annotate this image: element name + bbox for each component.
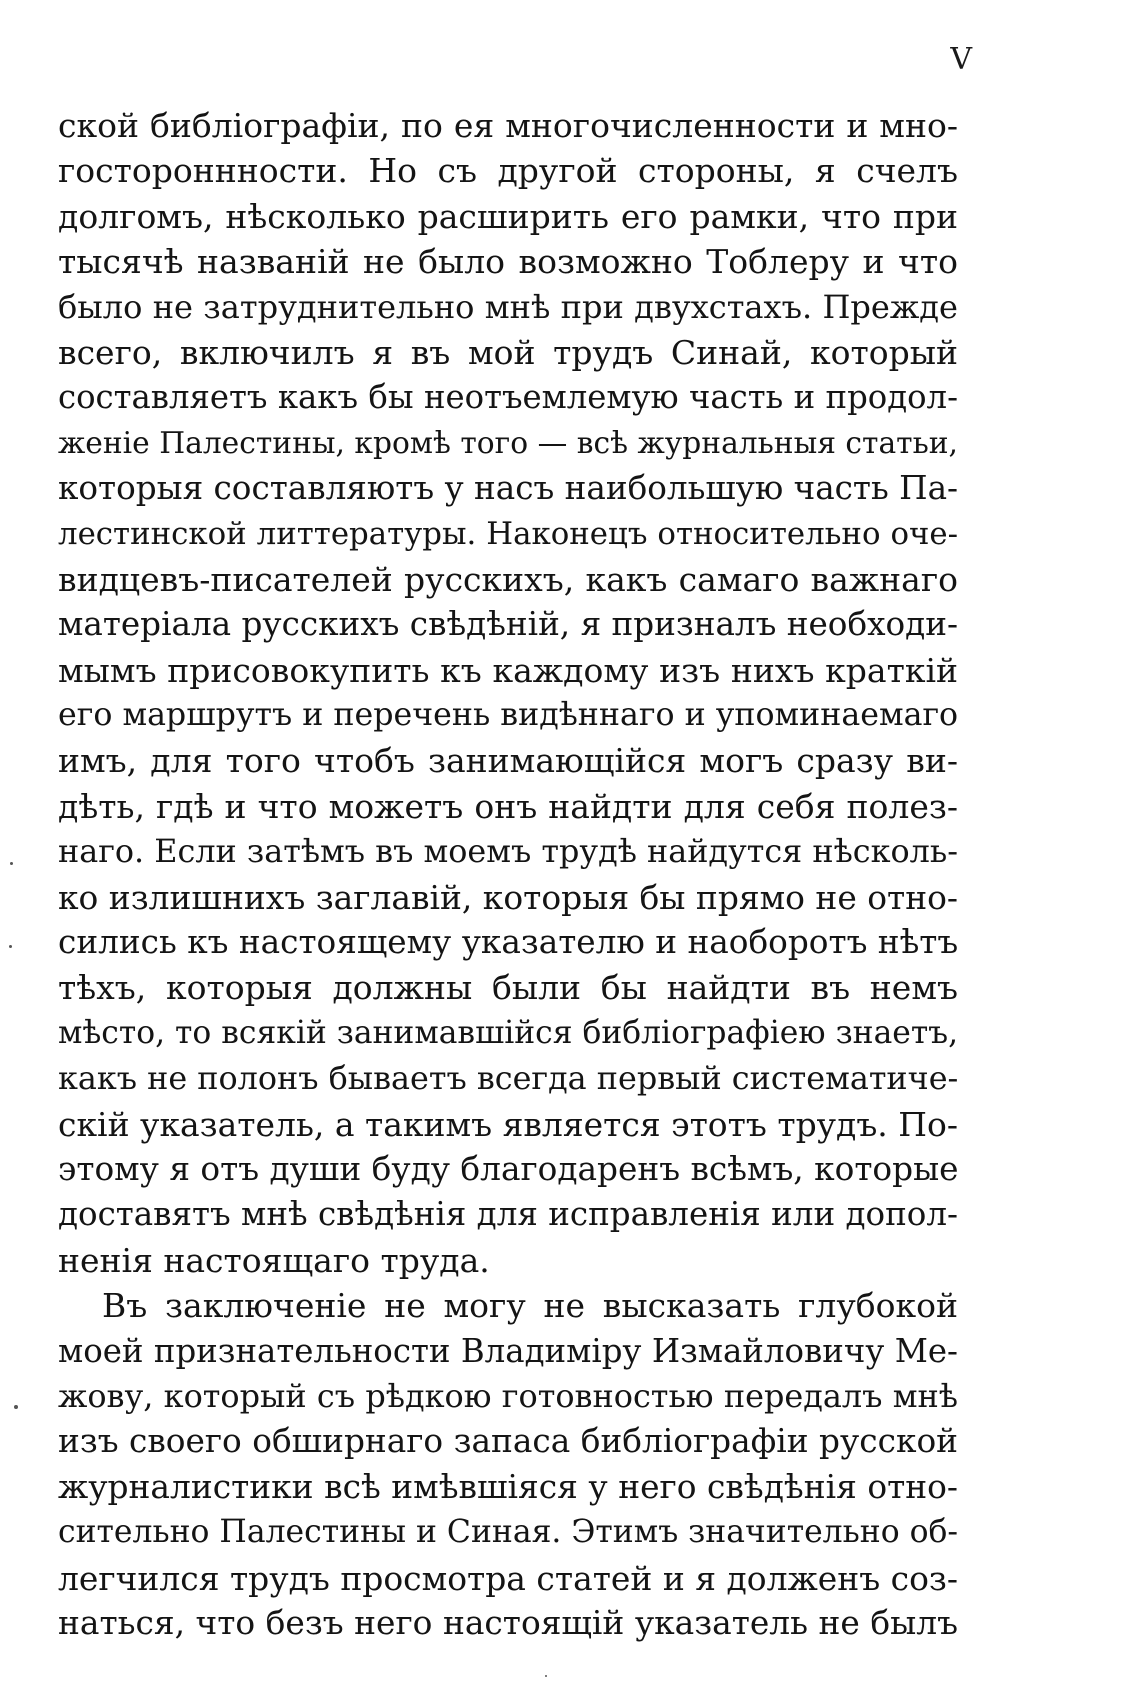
text-line: имъ, для того чтобъ занимающійся могъ сразу ви- <box>58 741 958 781</box>
text-line: скій указатель, а такимъ является этотъ трудъ. По- <box>58 1104 958 1144</box>
text-line: наго. Если затѣмъ въ моемъ трудѣ найдутся нѣсколь- <box>58 832 958 871</box>
text-line: доставятъ мнѣ свѣдѣнія для исправленія или допол- <box>58 1195 958 1234</box>
text-line: тысячѣ названій не было возможно Тоблеру и что <box>58 242 958 282</box>
text-line: составляетъ какъ бы неотъемлемую часть и продол- <box>58 378 958 417</box>
text-line: его маршрутъ и перечень видѣннаго и упоминаемаго <box>58 697 959 734</box>
text-line: гостороннности. Но съ другой стороны, я счелъ <box>58 151 958 191</box>
text-line: наться, что безъ него настоящій указатель не былъ <box>58 1603 958 1642</box>
text-line: мѣсто, то всякій занимавшійся библіографіею знаетъ, <box>58 1014 959 1051</box>
body-text <box>58 103 958 1646</box>
text-line: женіе Палестины, кромѣ того — всѣ журнальныя статьи, <box>58 425 958 461</box>
scan-speck <box>9 945 12 948</box>
text-line: матеріала русскихъ свѣдѣній, я призналъ необходи- <box>58 605 958 644</box>
paragraph-2 <box>58 1283 958 1646</box>
text-line: всего, включилъ я въ мой трудъ Синай, который <box>58 332 958 372</box>
text-line: какъ не полонъ бываетъ всегда первый систематиче- <box>58 1059 959 1098</box>
text-line: лестинской литтературы. Наконецъ относительно оче- <box>58 515 958 552</box>
text-line: тѣхъ, которыя должны были бы найдти въ немъ <box>58 968 958 1008</box>
paragraph-1 <box>58 103 958 1283</box>
scan-speck <box>545 1675 547 1677</box>
text-line: Въ заключеніе не могу не высказать глубокой <box>102 1286 958 1326</box>
text-line: ской библіографіи, по ея многочисленности и мно- <box>58 106 958 145</box>
text-line: которыя составляютъ у насъ наибольшую часть Па- <box>58 469 959 508</box>
scan-speck <box>14 1405 18 1409</box>
text-line: легчился трудъ просмотра статей и я долженъ соз- <box>58 1558 958 1598</box>
text-line: сились къ настоящему указателю и наоборотъ нѣтъ <box>58 923 959 962</box>
text-line: ко излишнихъ заглавій, которыя бы прямо не отно- <box>58 877 959 917</box>
text-line: журналистики всѣ имѣвшіяся у него свѣдѣнія отно- <box>58 1467 958 1506</box>
text-line: сительно Палестины и Синая. Этимъ значительно об- <box>58 1514 959 1551</box>
text-line: видцевъ-писателей русскихъ, какъ самаго важнаго <box>58 559 958 599</box>
text-line: жову, который съ рѣдкою готовностью передалъ мнѣ <box>58 1376 958 1415</box>
text-line: мымъ присовокупить къ каждому изъ нихъ краткій <box>58 650 958 690</box>
text-line: дѣть, гдѣ и что можетъ онъ найдти для себя полез- <box>58 786 958 826</box>
text-line: долгомъ, нѣсколько расширить его рамки, что при <box>58 196 958 236</box>
scan-speck <box>10 862 13 865</box>
text-line: моей признательности Владиміру Измайловичу Ме- <box>58 1331 958 1370</box>
text-line: было не затруднительно мнѣ при двухстахъ. Прежде <box>58 287 958 326</box>
text-line: изъ своего обширнаго запаса библіографіи русской <box>58 1422 958 1461</box>
page-number: V <box>950 42 972 77</box>
text-line: ненія настоящаго труда. <box>58 1240 490 1280</box>
text-line: этому я отъ души буду благодаренъ всѣмъ, которые <box>58 1149 959 1188</box>
